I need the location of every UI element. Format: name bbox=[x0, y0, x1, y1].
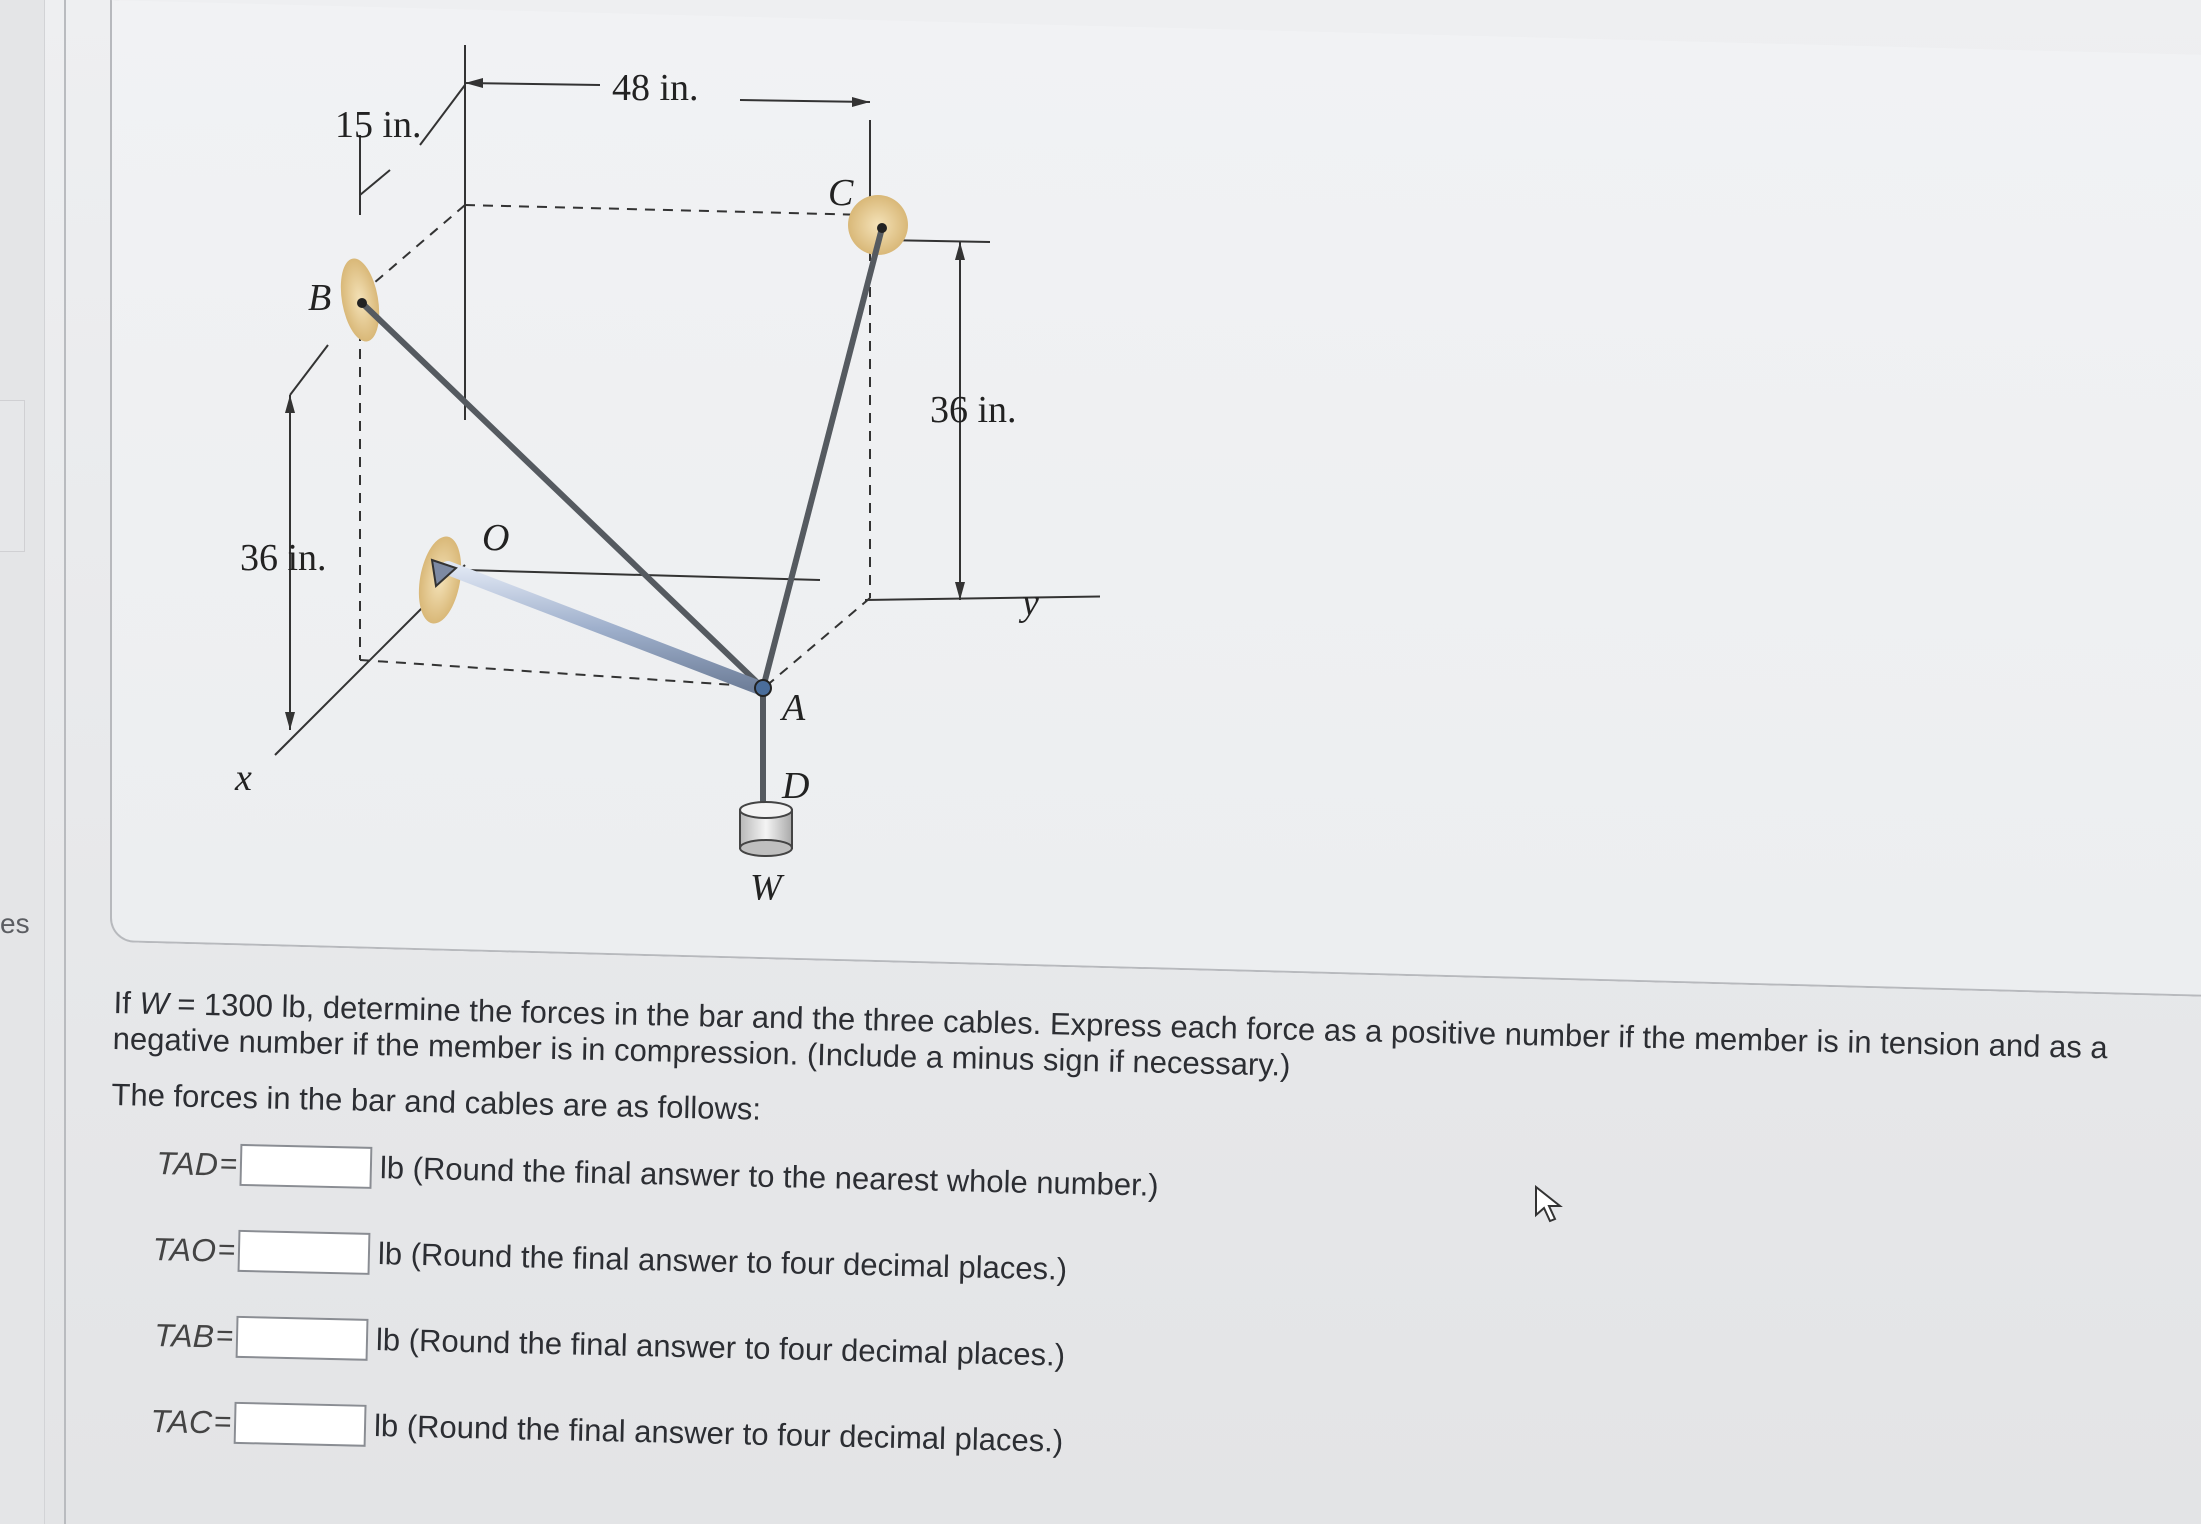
intro-variable: W bbox=[139, 985, 170, 1022]
answer-hint-tac: lb (Round the final answer to four decimal places.) bbox=[373, 1408, 1064, 1459]
label-dim-left: 36 in. bbox=[240, 537, 327, 579]
pin-c bbox=[877, 223, 887, 233]
label-point-w: W bbox=[750, 867, 782, 900]
problem-diagram bbox=[200, 20, 1100, 900]
equals-sign: = bbox=[217, 1233, 236, 1267]
label-axis-y: y bbox=[1022, 582, 1039, 624]
bar-oa bbox=[448, 568, 760, 688]
intro-rest: = 1300 lb, determine the forces in the bar and the three cables. Express each force as a positive number if the member is in tension and as a negative number if the member is in compression. (Include a minus sign if necessary.) bbox=[112, 986, 2109, 1083]
equals-sign: = bbox=[219, 1147, 238, 1181]
label-point-a: A bbox=[782, 687, 806, 729]
label-dim-top: 48 in. bbox=[612, 67, 699, 109]
answer-input-tao[interactable] bbox=[238, 1230, 371, 1275]
pin-a bbox=[755, 680, 771, 696]
axes bbox=[275, 565, 820, 755]
sidebar-fragment-text: es bbox=[0, 908, 30, 939]
answer-input-tac[interactable] bbox=[234, 1402, 367, 1447]
answer-hint-tab: lb (Round the final answer to four decimal places.) bbox=[375, 1322, 1066, 1373]
answer-label-tad: TAD bbox=[155, 1145, 219, 1183]
label-dim-depth: 15 in. bbox=[335, 104, 422, 146]
left-gutter bbox=[0, 0, 45, 1524]
answer-list bbox=[104, 1135, 2141, 1493]
weight-w bbox=[740, 802, 792, 856]
answer-row-tao bbox=[107, 1221, 2138, 1321]
label-dim-right: 36 in. bbox=[930, 389, 1017, 431]
cable-ac bbox=[763, 228, 882, 688]
side-panel-edge bbox=[0, 400, 25, 552]
label-point-b: B bbox=[308, 277, 332, 319]
answer-row-tab bbox=[105, 1307, 2136, 1407]
label-point-c: C bbox=[828, 172, 854, 214]
intro-prefix: If bbox=[113, 985, 140, 1021]
answers-lead: The forces in the bar and cables are as follows: bbox=[111, 1076, 762, 1127]
problem-section bbox=[103, 985, 2144, 1524]
answer-hint-tao: lb (Round the final answer to four decimal places.) bbox=[377, 1236, 1068, 1287]
label-point-d: D bbox=[782, 765, 810, 807]
answer-input-tad[interactable] bbox=[239, 1144, 372, 1189]
answer-label-tao: TAO bbox=[152, 1230, 217, 1269]
cable-ab bbox=[362, 303, 763, 688]
equals-sign: = bbox=[215, 1319, 234, 1353]
mouse-cursor-icon bbox=[1532, 1185, 1568, 1225]
pin-b bbox=[357, 298, 367, 308]
answer-input-tab[interactable] bbox=[236, 1316, 369, 1361]
answer-label-tac: TAC bbox=[150, 1402, 213, 1441]
dimension-lines bbox=[290, 45, 1100, 730]
label-point-o: O bbox=[482, 517, 510, 559]
answer-label-tab: TAB bbox=[153, 1317, 215, 1355]
answer-row-tac bbox=[104, 1393, 2135, 1493]
label-axis-x: x bbox=[235, 757, 252, 799]
equals-sign: = bbox=[213, 1405, 233, 1439]
answer-hint-tad: lb (Round the final answer to the nearest whole number.) bbox=[379, 1150, 1160, 1203]
